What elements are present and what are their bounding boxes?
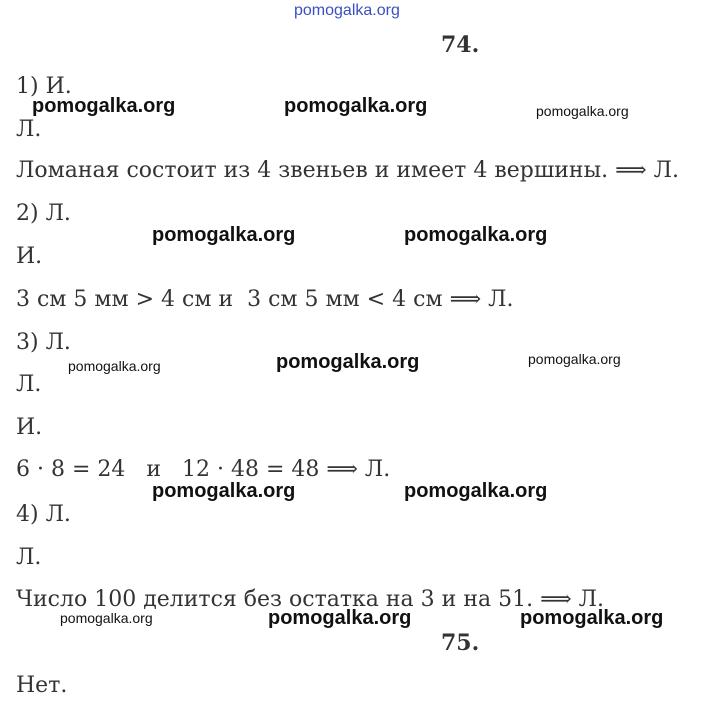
watermark: pomogalka.org <box>152 480 296 502</box>
answer-line-6: 3 см 5 мм > 4 см и 3 см 5 мм < 4 см ⟹ Л. <box>16 287 514 312</box>
watermark: pomogalka.org <box>268 607 412 629</box>
watermark: pomogalka.org <box>536 103 629 119</box>
answer-line-13: Число 100 делится без остатка на 3 и на 51. ⟹ Л. <box>16 587 604 612</box>
answer-line-3: Ломаная состоит из 4 звеньев и имеет 4 вершины. ⟹ Л. <box>16 158 679 183</box>
answer-line-7: 3) Л. <box>16 330 71 355</box>
task-74-heading: 74. <box>441 32 480 58</box>
answer-line-14: Нет. <box>16 673 68 698</box>
watermark: pomogalka.org <box>68 358 161 374</box>
answer-line-12: Л. <box>16 545 42 570</box>
answer-line-5: И. <box>16 244 43 269</box>
watermark: pomogalka.org <box>404 480 548 502</box>
answer-line-1: 1) И. <box>16 74 72 99</box>
answer-line-11: 4) Л. <box>16 502 71 527</box>
watermark: pomogalka.org <box>528 351 621 367</box>
watermark: pomogalka.org <box>284 95 428 117</box>
watermark: pomogalka.org <box>276 351 420 373</box>
watermark: pomogalka.org <box>152 224 296 246</box>
watermark: pomogalka.org <box>60 610 153 626</box>
answer-line-4: 2) Л. <box>16 201 71 226</box>
watermark-top: pomogalka.org <box>294 2 400 19</box>
watermark: pomogalka.org <box>404 224 548 246</box>
watermark: pomogalka.org <box>32 95 176 117</box>
answer-line-10: 6 · 8 = 24 и 12 · 48 = 48 ⟹ Л. <box>16 457 391 482</box>
answer-line-8: Л. <box>16 372 42 397</box>
watermark: pomogalka.org <box>520 607 664 629</box>
answer-line-2: Л. <box>16 117 42 142</box>
answer-line-9: И. <box>16 415 43 440</box>
task-75-heading: 75. <box>441 630 480 656</box>
